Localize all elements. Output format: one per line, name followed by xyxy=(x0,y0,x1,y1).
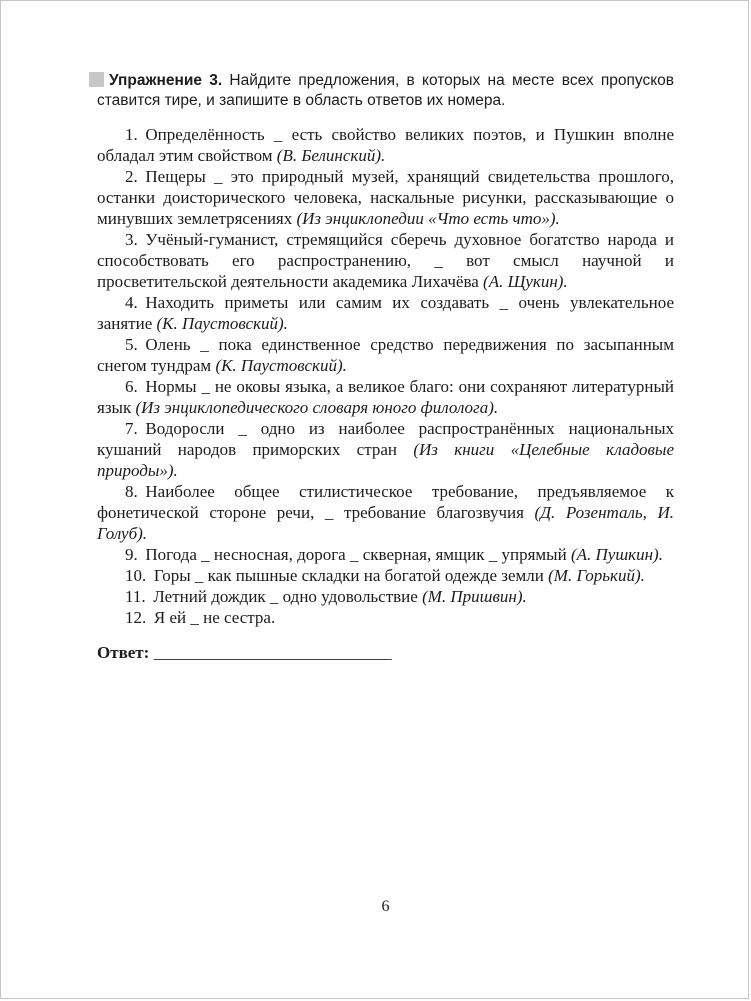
item-attribution: (В. Белинский). xyxy=(276,146,386,165)
sentence-item xyxy=(97,544,674,565)
item-text: Погода _ несносная, дорога _ скверная, ямщик _ упрямый xyxy=(145,545,571,564)
item-text: Находить приметы или самим их создавать _ очень увлекательное занятие xyxy=(97,293,674,333)
item-number: 6. xyxy=(125,377,138,396)
item-number: 3. xyxy=(125,230,138,249)
item-number: 1. xyxy=(125,125,138,144)
sentence-item xyxy=(97,124,674,166)
sentence-item xyxy=(97,376,674,418)
sentence-item xyxy=(97,565,674,586)
sentence-item xyxy=(97,607,674,628)
answer-label: Ответ: xyxy=(97,643,150,662)
item-text: Летний дождик _ одно удовольствие xyxy=(153,587,423,606)
sentence-item xyxy=(97,481,674,544)
item-text: Олень _ пока единственное средство передвижения по засыпанным снегом тундрам xyxy=(97,335,674,375)
page-content xyxy=(97,71,674,663)
item-number: 10. xyxy=(125,566,147,585)
item-text: Учёный-гуманист, стремящийся сберечь духовное богатство народа и способствовать его распространению, _ вот смысл научной и просветительской деятельности академика Лихачёва xyxy=(97,230,674,291)
item-number: 9. xyxy=(125,545,138,564)
exercise-header xyxy=(97,71,674,111)
item-number: 12. xyxy=(125,608,147,627)
item-attribution: (К. Паустовский). xyxy=(156,314,288,333)
item-attribution: (М. Пришвин). xyxy=(422,587,527,606)
item-text: Я ей _ не сестра. xyxy=(153,608,276,627)
sentence-item xyxy=(97,166,674,229)
item-attribution: (А. Пушкин). xyxy=(570,545,663,564)
exercise-instruction: Найдите предложения, в которых на месте всех пропусков ставится тире, и запишите в область ответов их номера. xyxy=(97,72,674,109)
sentence-item xyxy=(97,418,674,481)
item-attribution: (Из книги «Целебные кладовые природы»). xyxy=(97,440,674,480)
item-attribution: (Из энциклопедического словаря юного филолога). xyxy=(135,398,499,417)
item-text: Водоросли _ одно из наиболее распространённых национальных кушаний народов приморских стран xyxy=(97,419,674,459)
item-attribution: (А. Щукин). xyxy=(483,272,568,291)
sentence-item xyxy=(97,586,674,607)
item-number: 8. xyxy=(125,482,138,501)
sentence-item xyxy=(97,334,674,376)
item-attribution: (М. Горький). xyxy=(548,566,645,585)
answer-blank: ____________________________ xyxy=(149,643,392,662)
item-number: 5. xyxy=(125,335,138,354)
exercise-label: Упражнение 3. xyxy=(109,72,223,89)
answer-row xyxy=(97,642,674,663)
sentence-item xyxy=(97,292,674,334)
item-text: Пещеры _ это природный музей, хранящий свидетельства прошлого, останки доисторического человека, наскальные рисунки, рассказывающие о минувших землетрясениях xyxy=(97,167,674,228)
sentence-item xyxy=(97,229,674,292)
item-number: 7. xyxy=(125,419,138,438)
item-number: 2. xyxy=(125,167,138,186)
item-number: 4. xyxy=(125,293,138,312)
item-text: Определённость _ есть свойство великих поэтов, и Пушкин вполне обладал этим свойством xyxy=(97,125,674,165)
item-attribution: (Д. Розенталь, И. Голуб). xyxy=(97,503,674,543)
item-text: Нормы _ не оковы языка, а великое благо: они сохраняют литературный язык xyxy=(97,377,674,417)
page-number: 6 xyxy=(381,898,390,915)
item-text: Наиболее общее стилистическое требование, предъявляемое к фонетической стороне речи, _ требование благозвучия xyxy=(97,482,674,522)
exercise-marker-icon xyxy=(89,72,104,87)
item-attribution: (К. Паустовский). xyxy=(215,356,347,375)
item-text: Горы _ как пышные складки на богатой одежде земли xyxy=(153,566,549,585)
item-number: 11. xyxy=(125,587,146,606)
item-attribution: (Из энциклопедии «Что есть что»). xyxy=(296,209,560,228)
